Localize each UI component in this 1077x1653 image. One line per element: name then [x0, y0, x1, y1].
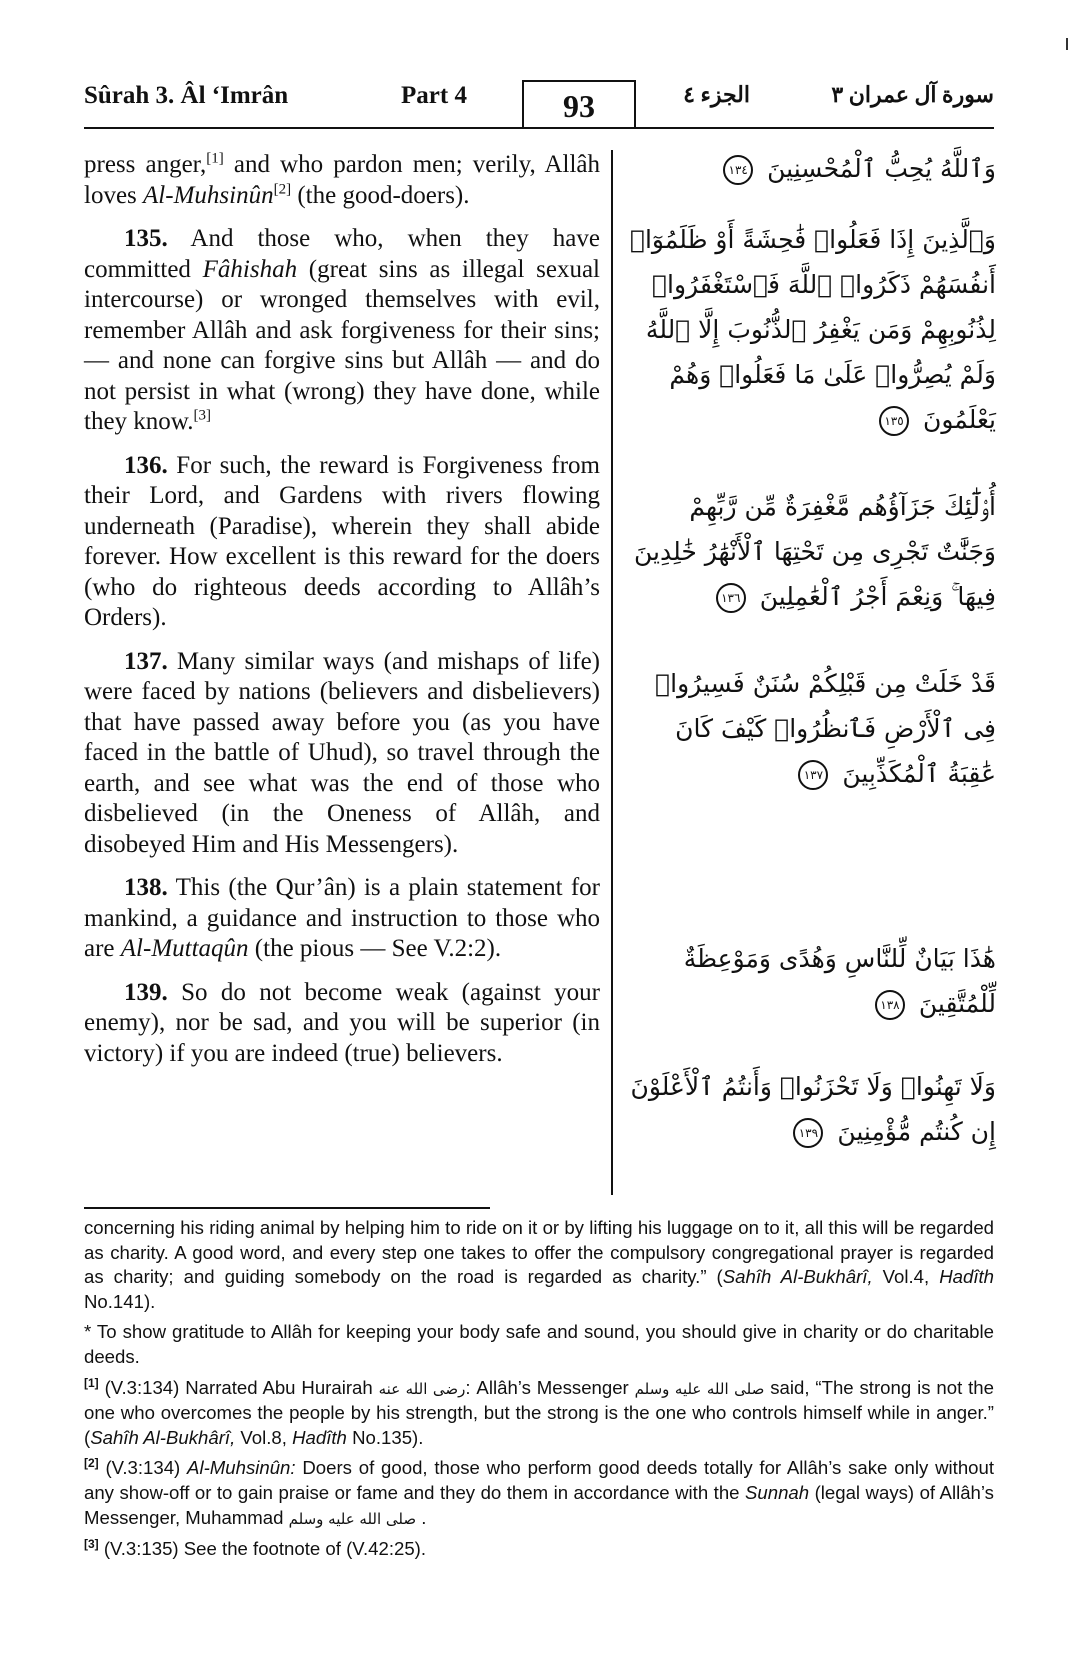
- footnote-star: * To show gratitude to Allâh for keeping your body safe and sound, you should give in charity or do charitable deeds.: [84, 1321, 994, 1367]
- english-column: [84, 150, 600, 1082]
- footnote-ref-2[interactable]: [2]: [273, 181, 292, 198]
- ayah-134-arabic: وَٱللَّهُ يُحِبُّ ٱلْمُحْسِنِينَ ١٣٤: [626, 146, 996, 191]
- ayah-138-arabic: هَٰذَا بَيَانٌ لِّلنَّاسِ وَهُدًى وَمَوْعِظَةٌ لِّلْمُتَّقِينَ ١٣٨: [683, 944, 996, 1018]
- ayah-end-marker: ١٣٤: [723, 155, 753, 185]
- verse-number: 138.: [124, 874, 168, 901]
- ayah-end-marker: ١٣٩: [793, 1118, 823, 1148]
- header-rule: [84, 127, 994, 129]
- edge-mark: [1066, 38, 1068, 50]
- ayah-end-marker: ١٣٧: [798, 760, 828, 790]
- footnote-ref-3[interactable]: [3]: [193, 407, 211, 424]
- footnote-mark: [2]: [84, 1456, 99, 1471]
- verse-139: 139. So do not become weak (against your enemy), nor be sad, and you will be superior (in victory) if you are indeed (true) believers.: [84, 978, 600, 1067]
- footnotes: [84, 1216, 994, 1568]
- ayah-135-arabic: وَٱلَّذِينَ إِذَا فَعَلُوا۟ فَٰحِشَةً أَوْ ظَلَمُوٓا۟ أَنفُسَهُمْ ذَكَرُوا۟ ٱللَّهَ فَٱسْتَغْفَرُوا۟ لِذُنُوبِهِمْ وَمَن يَغْفِرُ ٱلذُّنُوبَ إِلَّا ٱللَّهُ وَلَمْ يُصِرُّوا۟ عَلَىٰ مَا فَعَلُوا۟ وَهُمْ يَعْلَمُونَ ١٣٥: [629, 225, 996, 434]
- page-number: 93: [522, 80, 636, 128]
- juz-label-ar: الجزء ٤: [683, 82, 750, 107]
- verse-number: 135.: [124, 225, 168, 252]
- footnote-3: [3] (V.3:135) See the footnote of (V.42:25).: [84, 1536, 427, 1560]
- footnote-mark: [1]: [84, 1375, 99, 1390]
- verse-136: 136. For such, the reward is Forgiveness from their Lord, and Gardens with rivers flowing underneath (Paradise), wherein they shall abide forever. How excellent is this reward for the doers (who do righteous deeds according to Allâh’s Orders).: [84, 451, 600, 631]
- footnote-2: [2] (V.3:134) Al-Muhsinûn: Doers of good, those who perform good deeds totally for Allâh’s sake only without any show-off or to gain praise or fame and they do them in accordance with the Sunnah (legal ways) of Allâh’s Messenger, Muhammad صلى الله عليه وسلم .: [84, 1456, 995, 1528]
- footnote-ref-1[interactable]: [1]: [206, 150, 224, 167]
- ayah-end-marker: ١٣٥: [879, 406, 909, 436]
- verse-number: 139.: [124, 978, 168, 1006]
- ayah-end-marker: ١٣٨: [875, 990, 905, 1020]
- verse-number: 136.: [124, 451, 168, 479]
- surah-title-en: Sûrah 3. Âl ‘Imrân: [84, 82, 289, 109]
- footnote-mark: [3]: [84, 1536, 99, 1551]
- verse-138: 138. This (the Qur’ân) is a plain statement for mankind, a guidance and instruction to those who are Al-Muttaqûn (the pious — See V.2:2).: [84, 874, 600, 962]
- footnote-rule: [84, 1207, 490, 1209]
- ayah-139-arabic: وَلَا تَهِنُوا۟ وَلَا تَحْزَنُوا۟ وَأَنتُمُ ٱلْأَعْلَوْنَ إِن كُنتُم مُّؤْمِنِينَ ١٣٩: [630, 1072, 996, 1146]
- verse-number: 137.: [124, 647, 168, 675]
- column-rule: [611, 150, 613, 1195]
- ayah-137-arabic: قَدْ خَلَتْ مِن قَبْلِكُمْ سُنَنٌ فَسِيرُوا۟ فِى ٱلْأَرْضِ فَٱنظُرُوا۟ كَيْفَ كَانَ عَٰقِبَةُ ٱلْمُكَذِّبِينَ ١٣٧: [655, 669, 996, 788]
- arabic-column: [626, 146, 996, 1196]
- verse-137: 137. Many similar ways (and mishaps of life) were faced by nations (believers and disbelievers) that have passed away before you (as you have faced in the battle of Uhud), so travel through the earth, and see what was the end of those who disbelieved (in the Oneness of Allâh, and disobeyed Him and His Messengers).: [84, 647, 600, 858]
- verse-135: 135. And those who, when they have committed Fâhishah (great sins as illegal sexual intercourse) or wronged themselves with evil, remember Allâh and ask forgiveness for their sins; — and none can forgive sins but Allâh — and do not persist in what (wrong) they have done, while they know.[3]: [84, 225, 600, 435]
- verse-134-continued: press anger,[1] and who pardon men; verily, Allâh loves Al-Muhsinûn[2] (the good-doers).: [84, 150, 600, 209]
- part-label-en: Part 4: [401, 82, 467, 109]
- ayah-end-marker: ١٣٦: [716, 583, 746, 613]
- ayah-136-arabic: أُو۟لَٰٓئِكَ جَزَآؤُهُم مَّغْفِرَةٌ مِّن رَّبِّهِمْ وَجَنَّٰتٌ تَجْرِى مِن تَحْتِهَا ٱلْأَنْهَٰرُ خَٰلِدِينَ فِيهَا ۚ وَنِعْمَ أَجْرُ ٱلْعَٰمِلِينَ ١٣٦: [633, 492, 996, 611]
- footnote-continued: concerning his riding animal by helping him to ride on it or by lifting his luggage on to it, all this will be regarded as charity. A good word, and every step one takes to offer the compulsory congregational prayer is regarded as charity; and guiding somebody on the road is regarded as charity.” (Sahîh Al-Bukhârî, Vol.4, Hadîth No.141).: [84, 1217, 994, 1312]
- footnote-1: [1] (V.3:134) Narrated Abu Hurairah رضى الله عنه: Allâh’s Messenger صلى الله عليه وسلم said, “The strong is not the one who overcomes the people by his strength, but the strong is the one who controls himself while in anger.” (Sahîh Al-Bukhârî, Vol.8, Hadîth No.135).: [84, 1375, 994, 1448]
- surah-title-ar: سورة آل عمران ٣: [831, 82, 994, 107]
